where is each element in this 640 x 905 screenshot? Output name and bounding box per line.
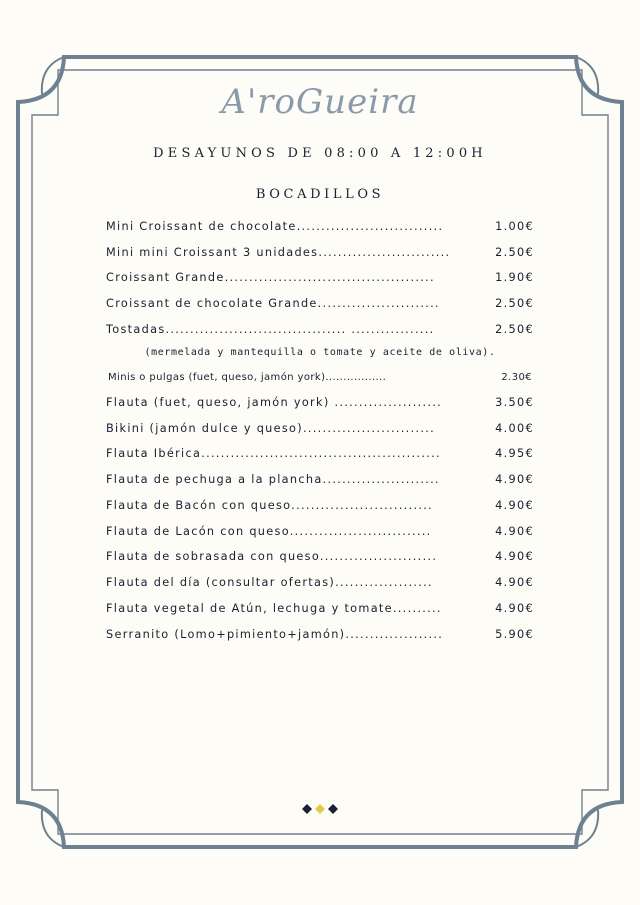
tostadas-note: (mermelada y mantequilla o tomate y aceite de oliva). (144, 347, 496, 358)
menu-item-name: Croissant Grande........................................... (106, 271, 435, 284)
diamond-ornament-icon (0, 803, 640, 817)
menu-item (106, 601, 534, 617)
menu-item (106, 498, 534, 514)
menu-item-price: 4.90€ (491, 472, 534, 488)
menu-item-name: Flauta del día (consultar ofertas).................... (106, 576, 433, 589)
menu-item-name: Minis o pulgas (fuet, queso, jamón york)................. (108, 372, 387, 383)
menu-item (106, 549, 534, 565)
menu-item (106, 575, 534, 591)
menu-item-name: Flauta de pechuga a la plancha........................ (106, 473, 440, 486)
menu-item-name: Serranito (Lomo+pimiento+jamón).................... (106, 628, 444, 641)
menu-item (106, 322, 534, 338)
menu-item-price: 2.30€ (497, 370, 532, 386)
menu-item-name: Flauta vegetal de Atún, lechuga y tomate.......... (106, 602, 442, 615)
menu-item-name: Croissant de chocolate Grande......................... (106, 297, 440, 310)
menu-item (106, 472, 534, 488)
menu-item (106, 395, 534, 411)
menu-item-name: Flauta de sobrasada con queso........................ (106, 550, 438, 563)
section-title: BOCADILLOS (255, 187, 385, 202)
menu-item-price: 4.90€ (491, 601, 534, 617)
breakfast-hours-subtitle: DESAYUNOS DE 08:00 A 12:00H (153, 146, 487, 161)
menu-item-name: Flauta de Bacón con queso............................. (106, 499, 434, 512)
menu-item-name: Mini Croissant de chocolate.............................. (106, 220, 444, 233)
menu-item-price: 4.90€ (491, 524, 534, 540)
menu-item-price: 4.90€ (491, 549, 534, 565)
menu-item (106, 270, 534, 286)
menu-item-price: 3.50€ (491, 395, 534, 411)
menu-item (106, 446, 534, 462)
menu-item-name: Flauta Ibérica................................................. (106, 447, 441, 460)
menu-item (106, 296, 534, 312)
menu-item (106, 245, 534, 261)
menu-item (106, 627, 534, 643)
menu-item-name: Tostadas..................................... ................. (106, 323, 435, 336)
menu-item-name: Flauta (fuet, queso, jamón york) ...................... (106, 396, 443, 409)
menu-item-price: 1.00€ (491, 219, 534, 235)
menu-item-price: 4.90€ (491, 575, 534, 591)
menu-item-price: 2.50€ (491, 245, 534, 261)
menu-item-price: 2.50€ (491, 296, 534, 312)
menu-item-price: 2.50€ (491, 322, 534, 338)
menu-item (106, 219, 534, 235)
menu-item-name: Mini mini Croissant 3 unidades........................... (106, 246, 451, 259)
menu-item-price: 4.95€ (491, 446, 534, 462)
menu-item-name: Flauta de Lacón con queso............................. (106, 525, 432, 538)
menu-item (106, 421, 534, 437)
menu-item-price: 4.00€ (491, 421, 534, 437)
menu-item-price: 4.90€ (491, 498, 534, 514)
menu-item-price: 5.90€ (491, 627, 534, 643)
menu-item (106, 524, 534, 540)
menu-item-price: 1.90€ (491, 270, 534, 286)
menu-item (108, 370, 532, 386)
brand-logo: A'roGueira (221, 82, 419, 122)
menu-item-name: Bikini (jamón dulce y queso)........................... (106, 422, 436, 435)
